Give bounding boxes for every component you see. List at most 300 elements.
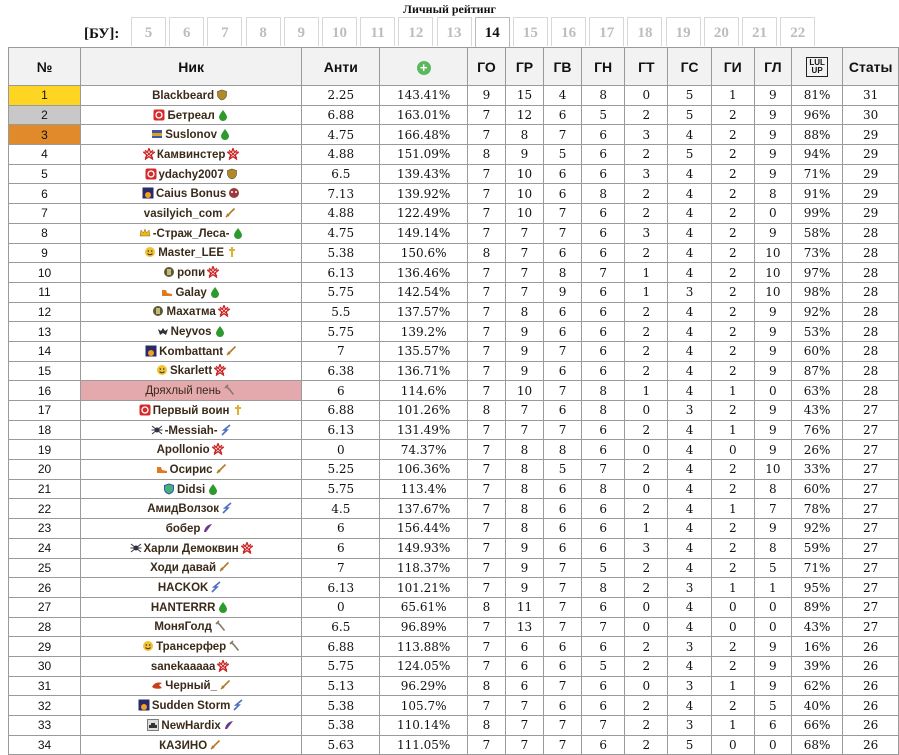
gs-cell: 5 — [668, 145, 711, 165]
player-nick[interactable]: Камвинстер — [156, 148, 226, 161]
nick-cell[interactable] — [81, 420, 302, 440]
rank-cell: 10 — [9, 263, 81, 283]
player-nick[interactable]: NewHardix — [161, 719, 221, 732]
sword-icon — [215, 463, 227, 475]
anti-cell: 6.88 — [302, 105, 380, 125]
shield-icon — [226, 168, 238, 180]
bu-label: [БУ]: — [84, 26, 120, 42]
gi-cell: 1 — [711, 578, 754, 598]
tab-level-17[interactable]: 17 — [589, 17, 624, 46]
horn-icon — [223, 719, 235, 731]
nick-cell[interactable] — [81, 105, 302, 125]
gi-cell: 2 — [711, 637, 754, 657]
gn-cell: 6 — [582, 420, 625, 440]
gi-cell: 1 — [711, 499, 754, 519]
tab-level-12[interactable]: 12 — [398, 17, 433, 46]
nick-cell[interactable] — [81, 86, 302, 106]
drop-icon — [219, 128, 231, 140]
gs-cell: 4 — [668, 519, 711, 539]
tab-level-11[interactable]: 11 — [360, 17, 395, 46]
stats-cell: 26 — [843, 735, 899, 755]
lulz-cell: 78% — [791, 499, 842, 519]
tab-level-6[interactable]: 6 — [169, 17, 204, 46]
nick-cell[interactable] — [81, 145, 302, 165]
rank-cell: 34 — [9, 735, 81, 755]
nick-cell[interactable] — [81, 125, 302, 145]
gn-cell: 6 — [582, 322, 625, 342]
gs-cell: 5 — [668, 105, 711, 125]
table-row — [9, 184, 899, 204]
gv-cell: 7 — [543, 381, 581, 401]
table-row — [9, 401, 899, 421]
header-col-gt[interactable]: ГТ — [625, 48, 668, 86]
rank-cell: 15 — [9, 361, 81, 381]
header-col-gl[interactable]: ГЛ — [754, 48, 791, 86]
anti-cell: 6.88 — [302, 401, 380, 421]
rank-cell: 13 — [9, 322, 81, 342]
gt-cell: 3 — [625, 223, 668, 243]
gt-cell: 2 — [625, 105, 668, 125]
nick-cell[interactable] — [81, 735, 302, 755]
gv-cell: 6 — [543, 243, 581, 263]
gv-cell: 6 — [543, 637, 581, 657]
gl-cell: 5 — [754, 558, 791, 578]
header-col-plus[interactable] — [380, 48, 467, 86]
lightning-icon — [232, 699, 244, 711]
gt-cell: 2 — [625, 341, 668, 361]
player-nick[interactable]: Черный_ — [165, 680, 217, 693]
player-nick[interactable]: КАЗИНО — [159, 739, 208, 752]
gl-cell: 9 — [754, 105, 791, 125]
gn-cell: 6 — [582, 440, 625, 460]
anti-cell: 5.13 — [302, 676, 380, 696]
gr-cell: 8 — [505, 519, 543, 539]
gs-cell: 4 — [668, 499, 711, 519]
gl-cell: 6 — [754, 716, 791, 736]
gv-cell: 8 — [543, 263, 581, 283]
gl-cell: 9 — [754, 125, 791, 145]
anti-cell: 6 — [302, 538, 380, 558]
nick-cell[interactable] — [81, 223, 302, 243]
gs-cell: 4 — [668, 341, 711, 361]
player-nick[interactable]: Master_LEE — [158, 247, 225, 260]
gv-cell: 7 — [543, 716, 581, 736]
pct-cell: 137.67% — [380, 499, 467, 519]
pct-cell: 106.36% — [380, 460, 467, 480]
rank-cell: 25 — [9, 558, 81, 578]
tab-level-14[interactable]: 14 — [475, 17, 510, 47]
player-nick[interactable]: Blackbeard — [152, 89, 215, 102]
player-nick[interactable]: Трансерфер — [156, 641, 227, 654]
gt-cell: 2 — [625, 656, 668, 676]
player-nick[interactable]: Дряхлый пень — [145, 385, 221, 398]
anti-cell: 6.13 — [302, 263, 380, 283]
go-cell: 7 — [467, 617, 505, 637]
drop-icon — [209, 286, 221, 298]
player-nick[interactable]: HACKOK — [157, 582, 209, 595]
anti-cell: 5.63 — [302, 735, 380, 755]
player-nick[interactable]: Apollonio — [156, 444, 210, 457]
table-row — [9, 460, 899, 480]
tab-level-5[interactable]: 5 — [131, 17, 166, 46]
go-cell: 8 — [467, 401, 505, 421]
tab-level-22[interactable]: 22 — [780, 17, 815, 46]
gs-cell: 4 — [668, 204, 711, 224]
lightning-icon — [220, 424, 232, 436]
nick-cell[interactable] — [81, 204, 302, 224]
player-nick[interactable]: Kombattant — [159, 345, 224, 358]
tab-level-20[interactable]: 20 — [704, 17, 739, 46]
rank-cell: 23 — [9, 519, 81, 539]
player-nick[interactable]: МоняГолд — [154, 621, 212, 634]
table-row — [9, 637, 899, 657]
gl-cell: 9 — [754, 420, 791, 440]
gn-cell: 6 — [582, 243, 625, 263]
player-nick[interactable]: Ходи давай — [150, 562, 217, 575]
gt-cell: 2 — [625, 184, 668, 204]
gv-cell: 7 — [543, 617, 581, 637]
header-col-go[interactable]: ГО — [467, 48, 505, 86]
smile-icon — [156, 364, 168, 376]
gs-cell: 4 — [668, 361, 711, 381]
lulz-cell: 96% — [791, 105, 842, 125]
lulz-cell: 68% — [791, 735, 842, 755]
player-nick[interactable]: Бетреал — [167, 109, 215, 122]
gs-cell: 4 — [668, 420, 711, 440]
smile-icon — [142, 640, 154, 652]
rank-cell: 17 — [9, 401, 81, 421]
tab-level-19[interactable]: 19 — [666, 17, 701, 46]
gl-cell: 10 — [754, 263, 791, 283]
lulz-icon: LUL UP — [806, 57, 828, 77]
gi-cell: 2 — [711, 519, 754, 539]
rank-cell: 32 — [9, 696, 81, 716]
gl-cell: 9 — [754, 361, 791, 381]
gi-cell: 0 — [711, 440, 754, 460]
header-col-gv[interactable]: ГВ — [543, 48, 581, 86]
table-row — [9, 578, 899, 598]
gn-cell: 5 — [582, 105, 625, 125]
player-nick[interactable]: Харли Демоквин — [143, 542, 239, 555]
pct-cell: 150.6% — [380, 243, 467, 263]
table-row — [9, 676, 899, 696]
gi-cell: 0 — [711, 597, 754, 617]
go-cell: 8 — [467, 716, 505, 736]
rank-cell: 29 — [9, 637, 81, 657]
gv-cell: 6 — [543, 656, 581, 676]
player-nick[interactable]: Neyvos — [170, 326, 212, 339]
gl-cell: 9 — [754, 676, 791, 696]
gs-cell: 4 — [668, 538, 711, 558]
gs-cell: 4 — [668, 617, 711, 637]
gl-cell: 9 — [754, 341, 791, 361]
nick-cell[interactable] — [81, 243, 302, 263]
gv-cell: 6 — [543, 105, 581, 125]
pct-cell: 124.05% — [380, 656, 467, 676]
gt-cell: 0 — [625, 597, 668, 617]
player-nick[interactable]: Caius Bonus — [155, 188, 227, 201]
gt-cell: 2 — [625, 637, 668, 657]
player-nick[interactable]: Первый воин — [152, 404, 230, 417]
gt-cell: 2 — [625, 499, 668, 519]
gv-cell: 6 — [543, 184, 581, 204]
gs-cell: 4 — [668, 381, 711, 401]
nick-cell[interactable] — [81, 538, 302, 558]
rank-cell: 1 — [9, 86, 81, 106]
rank-cell: 27 — [9, 597, 81, 617]
rank-cell: 18 — [9, 420, 81, 440]
gs-cell: 3 — [668, 578, 711, 598]
pct-cell: 96.29% — [380, 676, 467, 696]
nick-cell[interactable] — [81, 164, 302, 184]
go-cell: 7 — [467, 322, 505, 342]
stats-cell: 27 — [843, 597, 899, 617]
player-nick[interactable]: -Messiah- — [164, 424, 218, 437]
stats-cell: 28 — [843, 223, 899, 243]
sword-icon — [219, 679, 231, 691]
gn-cell: 6 — [582, 597, 625, 617]
gv-cell: 6 — [543, 401, 581, 421]
tab-level-18[interactable]: 18 — [627, 17, 662, 46]
target-icon — [153, 109, 165, 121]
gr-cell: 10 — [505, 164, 543, 184]
lulz-cell: 92% — [791, 302, 842, 322]
player-nick[interactable]: ydachy2007 — [158, 168, 224, 181]
header-col-nick[interactable]: Ник — [81, 48, 302, 86]
smile-icon — [144, 246, 156, 258]
lulz-cell: 58% — [791, 223, 842, 243]
stats-cell: 28 — [843, 302, 899, 322]
nick-cell[interactable] — [81, 440, 302, 460]
target-icon — [145, 168, 157, 180]
pct-cell: 136.46% — [380, 263, 467, 283]
lulz-cell: 43% — [791, 617, 842, 637]
rank-cell: 19 — [9, 440, 81, 460]
player-nick[interactable]: -Страж_Леса- — [152, 227, 230, 240]
nick-cell[interactable] — [81, 302, 302, 322]
tab-level-7[interactable]: 7 — [207, 17, 242, 46]
anti-cell: 6.88 — [302, 637, 380, 657]
table-row — [9, 361, 899, 381]
tab-level-13[interactable]: 13 — [437, 17, 472, 46]
nick-cell[interactable] — [81, 460, 302, 480]
gv-cell: 5 — [543, 145, 581, 165]
gl-cell: 9 — [754, 145, 791, 165]
gv-cell: 5 — [543, 460, 581, 480]
gv-cell: 7 — [543, 125, 581, 145]
gt-cell: 2 — [625, 243, 668, 263]
nick-cell[interactable] — [81, 282, 302, 302]
gt-cell: 2 — [625, 578, 668, 598]
rank-cell: 16 — [9, 381, 81, 401]
nick-cell[interactable] — [81, 637, 302, 657]
table-row — [9, 617, 899, 637]
pct-cell: 113.88% — [380, 637, 467, 657]
table-row — [9, 381, 899, 401]
player-nick[interactable]: Махатма — [166, 306, 216, 319]
header-col-gr[interactable]: ГР — [505, 48, 543, 86]
nick-cell[interactable] — [81, 597, 302, 617]
gn-cell: 8 — [582, 401, 625, 421]
nick-cell[interactable] — [81, 479, 302, 499]
tab-level-16[interactable]: 16 — [551, 17, 586, 46]
lulz-cell: 62% — [791, 676, 842, 696]
stats-cell: 26 — [843, 696, 899, 716]
stats-cell: 28 — [843, 282, 899, 302]
gi-cell: 2 — [711, 460, 754, 480]
nick-cell[interactable] — [81, 716, 302, 736]
gl-cell: 9 — [754, 656, 791, 676]
nick-cell[interactable] — [81, 322, 302, 342]
stats-cell: 29 — [843, 164, 899, 184]
player-nick[interactable]: Didsi — [177, 483, 206, 496]
player-nick[interactable]: Suslonov — [165, 129, 217, 142]
tab-level-15[interactable]: 15 — [513, 17, 548, 46]
nick-cell[interactable] — [81, 499, 302, 519]
nick-cell[interactable] — [81, 578, 302, 598]
lulz-cell: 95% — [791, 578, 842, 598]
player-nick[interactable]: Осирис — [169, 463, 213, 476]
gt-cell: 1 — [625, 282, 668, 302]
gs-cell: 4 — [668, 322, 711, 342]
gi-cell: 0 — [711, 735, 754, 755]
gv-cell: 7 — [543, 676, 581, 696]
nick-cell[interactable] — [81, 656, 302, 676]
nick-cell[interactable] — [81, 184, 302, 204]
gv-cell: 6 — [543, 479, 581, 499]
gi-cell: 2 — [711, 341, 754, 361]
gr-cell: 7 — [505, 696, 543, 716]
tab-level-8[interactable]: 8 — [246, 17, 281, 46]
nick-cell[interactable] — [81, 558, 302, 578]
gi-cell: 2 — [711, 558, 754, 578]
gr-cell: 10 — [505, 204, 543, 224]
header-col-gi[interactable]: ГИ — [711, 48, 754, 86]
table-row — [9, 164, 899, 184]
header-col-gn[interactable]: ГН — [582, 48, 625, 86]
gs-cell: 3 — [668, 676, 711, 696]
drop-icon — [217, 109, 229, 121]
shoe-icon — [156, 463, 168, 475]
gs-cell: 4 — [668, 125, 711, 145]
lightning-icon — [210, 581, 222, 593]
page-title: Личный рейтинг — [403, 2, 496, 16]
gn-cell: 6 — [582, 676, 625, 696]
header-col-number[interactable]: № — [9, 48, 81, 86]
player-nick[interactable]: Sudden Storm — [151, 700, 231, 713]
go-cell: 7 — [467, 558, 505, 578]
go-cell: 7 — [467, 302, 505, 322]
gr-cell: 7 — [505, 223, 543, 243]
nick-cell[interactable] — [81, 617, 302, 637]
tab-level-21[interactable]: 21 — [742, 17, 777, 46]
gr-cell: 9 — [505, 558, 543, 578]
header-col-lulz[interactable] — [791, 48, 842, 86]
gt-cell: 0 — [625, 440, 668, 460]
pct-cell: 143.41% — [380, 86, 467, 106]
gr-cell: 7 — [505, 243, 543, 263]
player-nick[interactable]: АмидВолзок — [147, 503, 219, 516]
rank-cell: 14 — [9, 341, 81, 361]
nick-cell[interactable] — [81, 696, 302, 716]
gs-cell: 4 — [668, 263, 711, 283]
gn-cell: 8 — [582, 381, 625, 401]
nick-cell[interactable] — [81, 401, 302, 421]
gi-cell: 2 — [711, 105, 754, 125]
gt-cell: 2 — [625, 716, 668, 736]
stats-cell: 29 — [843, 204, 899, 224]
nick-cell[interactable] — [81, 361, 302, 381]
gn-cell: 7 — [582, 263, 625, 283]
player-nick[interactable]: ропи — [177, 267, 206, 280]
dragon-icon — [151, 679, 163, 691]
pct-cell: 137.57% — [380, 302, 467, 322]
stats-cell: 28 — [843, 381, 899, 401]
table-row — [9, 479, 899, 499]
star-icon — [214, 364, 226, 376]
table-row — [9, 538, 899, 558]
go-cell: 8 — [467, 676, 505, 696]
pct-cell: 139.92% — [380, 184, 467, 204]
gv-cell: 6 — [543, 499, 581, 519]
player-nick[interactable]: Galay — [175, 286, 207, 299]
stats-cell: 28 — [843, 263, 899, 283]
go-cell: 7 — [467, 204, 505, 224]
gr-cell: 6 — [505, 637, 543, 657]
gl-cell: 5 — [754, 696, 791, 716]
rank-cell: 30 — [9, 656, 81, 676]
stats-cell: 26 — [843, 656, 899, 676]
table-row — [9, 204, 899, 224]
gl-cell: 9 — [754, 637, 791, 657]
nick-cell[interactable] — [81, 676, 302, 696]
nick-cell[interactable] — [81, 519, 302, 539]
table-row — [9, 263, 899, 283]
tab-level-9[interactable]: 9 — [284, 17, 319, 46]
anti-cell: 5.75 — [302, 322, 380, 342]
gr-cell: 7 — [505, 263, 543, 283]
gl-cell: 0 — [754, 597, 791, 617]
player-nick[interactable]: HANTERRR — [150, 601, 216, 614]
player-nick[interactable]: vasilyich_com — [143, 207, 223, 220]
gn-cell: 6 — [582, 341, 625, 361]
pct-cell: 151.09% — [380, 145, 467, 165]
tab-level-10[interactable]: 10 — [322, 17, 357, 46]
nick-cell[interactable] — [81, 381, 302, 401]
gs-cell: 3 — [668, 401, 711, 421]
anti-cell: 5.75 — [302, 282, 380, 302]
level-tabs — [131, 17, 818, 47]
gr-cell: 9 — [505, 538, 543, 558]
drop-icon — [214, 325, 226, 337]
player-nick[interactable]: бобер — [165, 522, 201, 535]
shield-icon — [216, 89, 228, 101]
gn-cell: 6 — [582, 302, 625, 322]
lulz-cell: 60% — [791, 341, 842, 361]
gt-cell: 1 — [625, 263, 668, 283]
header-col-anti[interactable]: Анти — [302, 48, 380, 86]
gr-cell: 8 — [505, 302, 543, 322]
nick-cell[interactable] — [81, 263, 302, 283]
nick-cell[interactable] — [81, 341, 302, 361]
lulz-cell: 76% — [791, 420, 842, 440]
header-col-gs[interactable]: ГС — [668, 48, 711, 86]
stats-cell: 27 — [843, 420, 899, 440]
player-nick[interactable]: Skarlett — [170, 365, 213, 378]
player-nick[interactable]: sanekaaaaa — [150, 660, 216, 673]
gr-cell: 9 — [505, 578, 543, 598]
header-col-stats[interactable]: Статы — [843, 48, 899, 86]
